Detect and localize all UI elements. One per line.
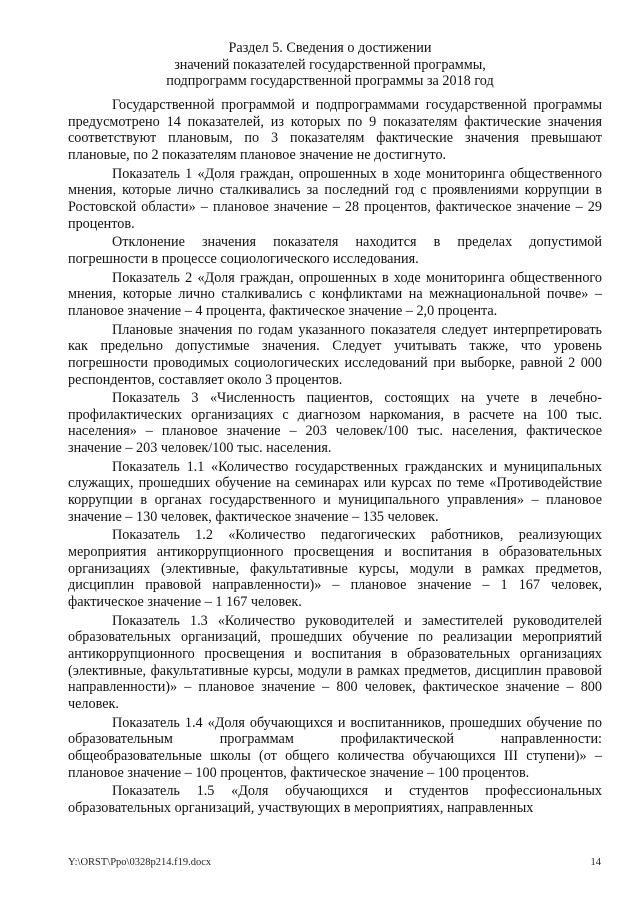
paragraph-indicator-1-2: Показатель 1.2 «Количество педагогических работников, реализующих мероприятия антикоррупционного просвещения и воспитания в образовательных организациях (элективные, факультативные курсы, модули в рамках предметов, дисциплин правовой направленности)» – плановое значение – 1 167 человек, фактическое значение – 1 167 человек. xyxy=(68,527,602,611)
paragraph-indicator-3: Показатель 3 «Численность пациентов, состоящих на учете в лечебно-профилактических организациях с диагнозом наркомания, в расчете на 100 тыс. населения» – плановое значение – 203 человек/100 тыс. населения, фактическое значение – 203 человек/100 тыс. населения. xyxy=(68,390,602,457)
footer-file-path: Y:\ORST\Ppo\0328p214.f19.docx xyxy=(68,857,212,868)
heading-line-3: подпрограмм государственной программы за 2018 год xyxy=(166,73,494,90)
document-body xyxy=(68,97,602,819)
paragraph-summary: Государственной программой и подпрограммами государственной программы предусмотрено 14 показателей, из которых по 9 показателям фактические значения соответствуют плановым, по 3 показателям фактические значения превышают плановые, по 2 показателям плановое значение не достигнуто. xyxy=(68,97,602,163)
heading-line-2: значений показателей государственной программы, xyxy=(174,56,486,73)
paragraph-indicator-2: Показатель 2 «Доля граждан, опрошенных в ходе мониторинга общественного мнения, которые лично сталкивались с конфликтами на межнациональной почве» – плановое значение – 4 процента, фактическое значение – 2,0 процента. xyxy=(68,269,602,319)
paragraph-indicator-1-5: Показатель 1.5 «Доля обучающихся и студентов профессиональных образовательных организаций, участвующих в мероприятиях, направленных xyxy=(68,783,602,816)
paragraph-indicator-1-1: Показатель 1.1 «Количество государственных гражданских и муниципальных служащих, прошедших обучение на семинарах или курсах по теме «Противодействие коррупции в органах государственного и муниципального управления» – плановое значение – 130 человек, фактическое значение – 135 человек. xyxy=(68,458,602,525)
heading-line-1: Раздел 5. Сведения о достижении xyxy=(228,40,432,56)
paragraph-indicator-1-3: Показатель 1.3 «Количество руководителей и заместителей руководителей образовательных организаций, прошедших обучение по реализации мероприятий антикоррупционного просвещения и воспитания в образовательных организациях (элективные, факультативные курсы, модули в рамках предметов, дисциплин правовой направленности)» – плановое значение – 800 человек, фактическое значение – 800 человек. xyxy=(68,612,602,712)
paragraph-interpretation-note: Плановые значения по годам указанного показателя следует интерпретировать как предельно допустимые значения. Следует учитывать также, что уровень погрешности проводимых социологических исследований при выборке, равной 2 000 респондентов, составляет около 3 процентов. xyxy=(68,321,602,388)
page-number: 14 xyxy=(590,857,601,868)
paragraph-deviation-note: Отклонение значения показателя находится в пределах допустимой погрешности в процессе социологического исследования. xyxy=(68,234,602,267)
section-heading xyxy=(60,40,600,90)
paragraph-indicator-1-4: Показатель 1.4 «Доля обучающихся и воспитанников, прошедших обучение по образовательным программам профилактической направленности: общеобразовательные школы (от общего количества обучающихся III ступени)» – плановое значение – 100 процентов, фактическое значение – 100 процентов. xyxy=(68,714,602,781)
paragraph-indicator-1: Показатель 1 «Доля граждан, опрошенных в ходе мониторинга общественного мнения, которые лично сталкивались за последний год с проявлениями коррупции в Ростовской области» – плановое значение – 28 процентов, фактическое значение – 29 процентов. xyxy=(68,165,602,232)
